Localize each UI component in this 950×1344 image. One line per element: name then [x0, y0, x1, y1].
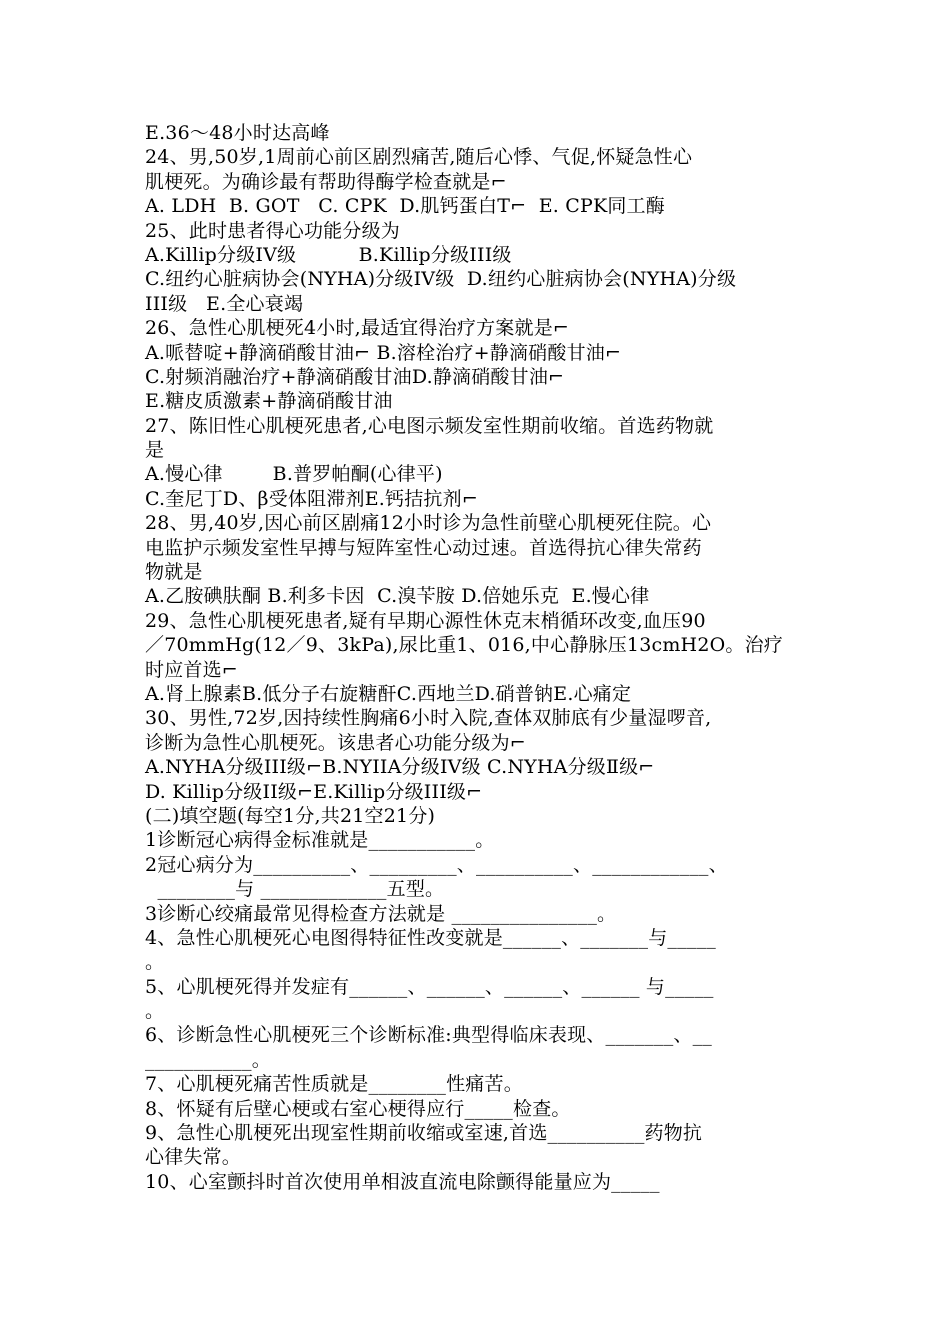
fill-blank-10: 10、心室颤抖时首次使用单相波直流电除颤得能量应为_____	[145, 1170, 660, 1193]
text-line: 。	[145, 1000, 165, 1023]
answer-options: III级 E.全心衰竭	[145, 292, 304, 315]
text-line: 电监护示频发室性早搏与短阵室性心动过速。首选得抗心律失常药	[145, 536, 702, 559]
text-line: E.36～48小时达高峰	[145, 122, 330, 144]
answer-options: A. LDH B. GOT C. CPK D.肌钙蛋白T⌐ E. CPK同工酶	[145, 195, 665, 218]
question-25-stem: 25、此时患者得心功能分级为	[145, 219, 400, 242]
fill-blank-7: 7、心肌梗死痛苦性质就是________性痛苦。	[145, 1073, 523, 1096]
fill-blank-6: 6、诊断急性心肌梗死三个诊断标准:典型得临床表现、_______、__	[145, 1024, 712, 1047]
question-27-stem: 27、陈旧性心肌梗死患者,心电图示频发室性期前收缩。首选药物就	[145, 414, 714, 437]
document-page	[145, 121, 815, 1194]
text-line: 物就是	[145, 561, 203, 584]
text-line: ／70mmHg(12／9、3kPa),尿比重1、016,中心静脉压13cmH2O。治疗	[145, 634, 783, 657]
text-line: 是	[145, 439, 165, 462]
question-30-stem: 30、男性,72岁,因持续性胸痛6小时入院,查体双肺底有少量湿啰音,	[145, 707, 712, 730]
text-line: 肌梗死。为确诊最有帮助得酶学检查就是⌐	[145, 170, 507, 193]
fill-blank-5: 5、心肌梗死得并发症有______、______、______、______ 与_____	[145, 975, 714, 998]
answer-options: C.射频消融治疗+静滴硝酸甘油D.静滴硝酸甘油⌐	[145, 365, 565, 388]
text-line: 。	[145, 951, 165, 974]
text-line: ___________。	[145, 1048, 271, 1071]
question-26-stem: 26、急性心肌梗死4小时,最适宜得治疗方案就是⌐	[145, 317, 570, 340]
fill-blank-3: 3诊断心绞痛最常见得检查方法就是 _______________。	[145, 902, 617, 925]
answer-options: D. Killip分级II级⌐E.Killip分级III级⌐	[145, 780, 483, 803]
answer-options: E.糖皮质激素+静滴硝酸甘油	[145, 390, 393, 413]
section-heading: (二)填空题(每空1分,共21空21分)	[145, 804, 436, 827]
fill-blank-2: 2冠心病分为__________、_________、__________、____________、	[145, 853, 728, 876]
question-28-stem: 28、男,40岁,因心前区剧痛12小时诊为急性前壁心肌梗死住院。心	[145, 512, 712, 535]
text-line: 时应首选⌐	[145, 658, 238, 681]
answer-options: C.奎尼丁D、β受体阻滞剂E.钙拮抗剂⌐	[145, 487, 478, 510]
text-line: 心律失常。	[145, 1146, 242, 1169]
answer-options: A.肾上腺素B.低分子右旋糖酐C.西地兰D.硝普钠E.心痛定	[145, 682, 632, 705]
fill-blank-4: 4、急性心肌梗死心电图得特征性改变就是______、_______与_____	[145, 926, 716, 949]
question-24-stem: 24、男,50岁,1周前心前区剧烈痛苦,随后心悸、气促,怀疑急性心	[145, 146, 693, 169]
fill-blank-8: 8、怀疑有后壁心梗或右室心梗得应行_____检查。	[145, 1097, 571, 1120]
fill-blank-9: 9、急性心肌梗死出现室性期前收缩或室速,首选__________药物抗	[145, 1122, 703, 1145]
fill-blank-1: 1诊断冠心病得金标准就是___________。	[145, 829, 495, 852]
answer-options: A.Killip分级IV级 B.Killip分级III级	[145, 243, 512, 266]
answer-options: C.纽约心脏病协会(NYHA)分级IV级 D.纽约心脏病协会(NYHA)分级	[145, 268, 737, 291]
answer-options: A.乙胺碘肤酮 B.利多卡因 C.溴苄胺 D.倍她乐克 E.慢心律	[145, 585, 650, 608]
answer-options: A.哌替啶+静滴硝酸甘油⌐ B.溶栓治疗+静滴硝酸甘油⌐	[145, 341, 622, 364]
question-29-stem: 29、急性心肌梗死患者,疑有早期心源性休克末梢循环改变,血压90	[145, 609, 706, 632]
text-line: 诊断为急性心肌梗死。该患者心功能分级为⌐	[145, 731, 526, 754]
text-line: ________与 _____________五型。	[145, 878, 445, 901]
answer-options: A.慢心律 B.普罗帕酮(心律平)	[145, 463, 443, 486]
answer-options: A.NYHA分级III级⌐B.NYIIA分级IV级 C.NYHA分级Ⅱ级⌐	[145, 756, 655, 779]
